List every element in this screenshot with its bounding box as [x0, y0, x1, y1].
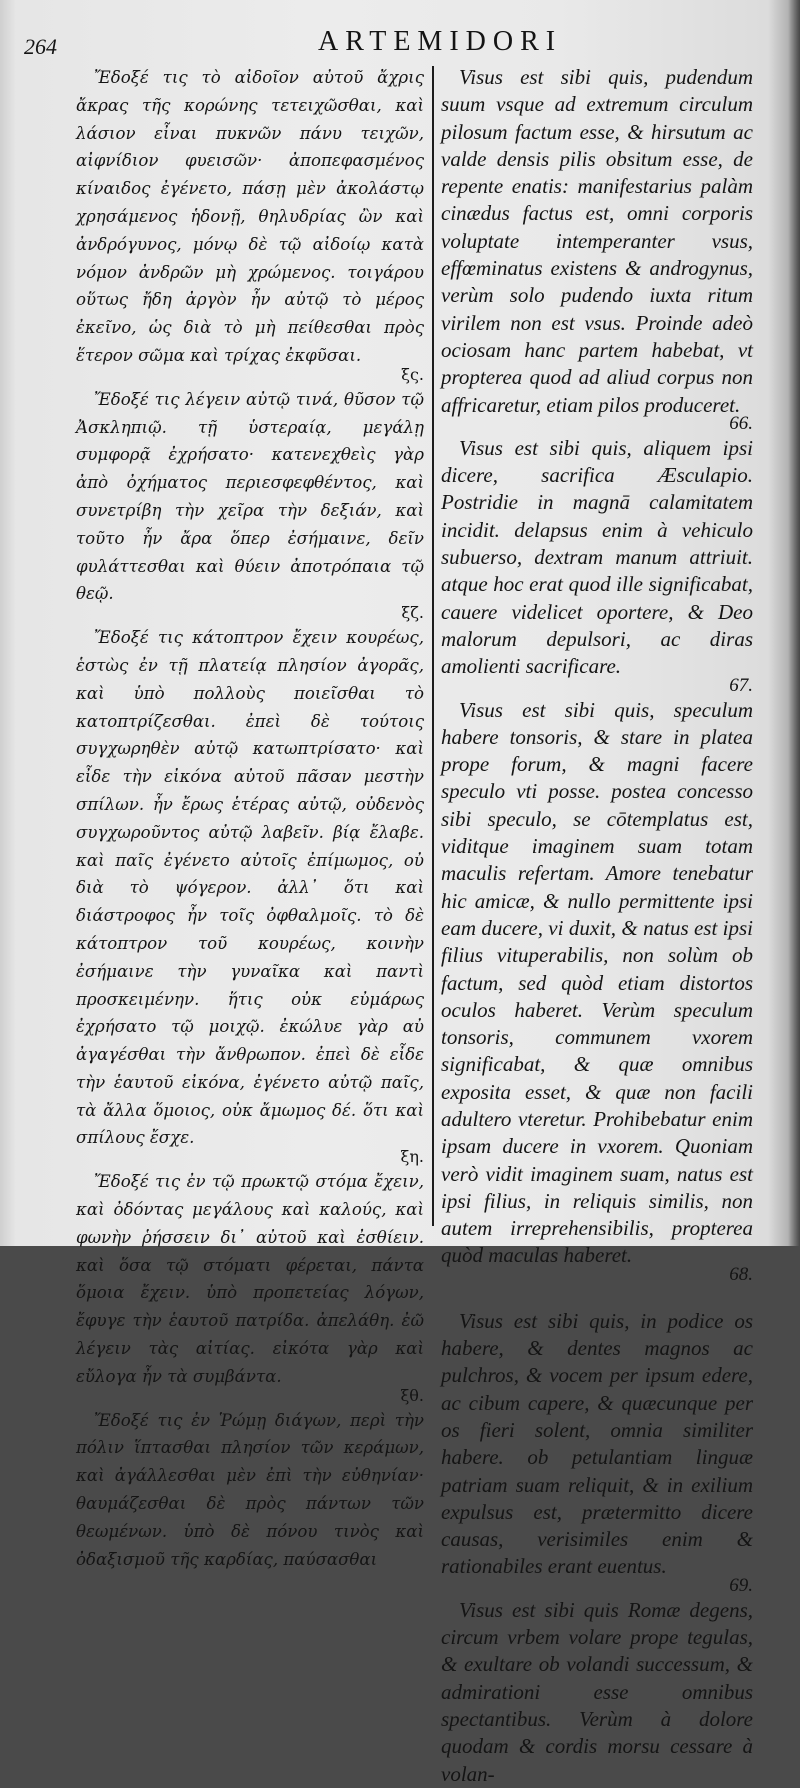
column-divider: [432, 66, 434, 1226]
greek-paragraph-1: [76, 64, 424, 386]
latin-marker-1: 66.: [729, 412, 753, 434]
greek-text-5: Ἔδοξέ τις ἐν Ῥώμῃ διάγων, περὶ τὴν πόλιν ἵπτασθαι πλησίον τῶν κεράμων, καὶ ἀγάλλεσθαι μὲν ἐπὶ τὴν εὐθηνίαν· θαυμάζεσθαι δὲ πρὸς πάντων τῶν θεωμένων. ὑπὸ δὲ πόνου τινὸς καὶ ὀδαξισμοῦ τῆς καρδίας, παύσασθαι: [76, 1410, 424, 1569]
page-edge-shadow: [788, 0, 800, 1246]
latin-text-5: Visus est sibi quis Romæ degens, circum vrbem volare prope tegulas, & exultare ob volandi successum, & admirationi esse omnibus spectantibus. Verùm à dolore quodam & cordis morsu cessare à volan-: [441, 1597, 753, 1786]
page-number: 264: [24, 34, 57, 59]
greek-marker-4: ξθ.: [400, 1385, 424, 1405]
greek-text-3: Ἔδοξέ τις κάτοπτρον ἔχειν κουρέως, ἑστὼς ἐν τῇ πλατείᾳ πλησίον ἀγορᾶς, καὶ ὑπὸ πολλοὺς ποιεῖσθαι τὸ κατοπτρίζεσθαι. ἐπεὶ δὲ τούτοις συγχωρηθὲν αὐτῷ κατωπτρίσατο· καὶ εἶδε τὴν εἰκόνα αὐτοῦ πᾶσαν μεστὴν σπίλων. ἦν ἔρως ἑτέρας αὐτῷ, οὐδενὸς συγχωροῦντος αὐτῷ λαβεῖν. βίᾳ ἔλαβε. καὶ παῖς ἐγένετο αὐτοῖς ἐπίμωμος, οὐ διὰ τὸ ψόγερον. ἀλλ᾽ ὅτι καὶ διάστροφος ἦν τοῖς ὀφθαλμοῖς. τὸ δὲ κάτοπτρον τοῦ κουρέως, κοινὴν ἐσήμαινε τὴν γυναῖκα καὶ παντὶ προσκειμένην. ἥτις οὐκ εὐμάρως ἐχρήσατο τῷ μοιχῷ. ἐκώλυε γὰρ αὐ ἀγαγέσθαι τὴν ἄνθρωπον. ἐπεὶ δὲ εἶδε τὴν ἑαυτοῦ εἰκόνα, ἐγένετο αὐτῷ παῖς, τὰ ἄλλα ὅμοιος, οὐκ ἄμωμος δέ. ὅτι καὶ σπίλους ἔσχε.: [76, 628, 424, 1148]
latin-column: [441, 64, 753, 1788]
latin-text-4: Visus est sibi quis, in podice os habere, & dentes magnos ac pulchros, & vocem per ipsum edere, ac cibum capere, & quæcunque per os fieri solent, omnia similiter habere. ob petulantiam linguæ patriam suam reliquit, & in exilium expulsus est, prætermitto dicere causas, verisimiles enim & rationabiles erant euentus.: [441, 1308, 753, 1579]
greek-paragraph-2: [76, 386, 424, 624]
greek-column: [76, 64, 424, 1573]
greek-paragraph-3: [76, 624, 424, 1168]
latin-marker-2: 67.: [729, 674, 753, 696]
latin-marker-4: 69.: [729, 1574, 753, 1596]
greek-paragraph-5: [76, 1407, 424, 1574]
latin-text-1: Visus est sibi quis, pudendum suum vsque ad extremum circulum pilosum factum esse, & hirsutum ac valde densis pilis obsitum esse, de repente enatis: manifestarius palàm cinædus factus est, omni corporis voluptate intemperanter vsus, effœminatus existens & androgynus, verùm solo pudendo iuxta ritum virilem non est vsus. Proinde adeò ociosam hanc partem habebat, vt propterea quod ad aliud corpus non affricaretur, etiam pilos produceret.: [441, 65, 753, 417]
latin-paragraph-4: [441, 1308, 753, 1597]
latin-text-3: Visus est sibi quis, speculum habere tonsoris, & stare in platea prope forum, & magni facere speculo vti posse. postea concesso sibi speculo, se cōtemplatus est, viditque imaginem suam totam maculis refertam. Amore tenebatur hic amicæ, & nullo permittente ipsi eam ducere, vi duxit, & natus est ipsi filius vituperabilis, non solùm ob factum, sed quòd etiam distortos oculos haberet. Verùm speculum tonsoris, communem vxorem significabat, & quæ omnibus exposita esset, & quæ non facili adultero vteretur. Prohibebatur enim ipsam ducere in vxorem. Quoniam verò vidit imaginem suam, natus est ipsi filius, in reliquis similis, non autem irreprehensibilis, propterea quòd maculas haberet.: [441, 697, 753, 1268]
greek-text-2: Ἔδοξέ τις λέγειν αὐτῷ τινά, θῦσον τῷ Ἀσκληπιῷ. τῇ ὑστεραίᾳ, μεγάλῃ συμφορᾷ ἐχρήσατο· κατενεχθεὶς γὰρ ἀπὸ ὀχήματος περιεσφεφθέντος, καὶ συνετρίβη τὴν χεῖρα τὴν δεξιάν, καὶ τοῦτο ἦν ἄρα ὅπερ ἐσήμαινε, δεῖν φυλάττεσθαι καὶ θύειν ἀποτρόπαια τῷ θεῷ.: [76, 389, 424, 604]
greek-marker-3: ξη.: [400, 1147, 424, 1167]
greek-text-4: Ἔδοξέ τις ἐν τῷ πρωκτῷ στόμα ἔχειν, καὶ ὀδόντας μεγάλους καὶ καλούς, καὶ φωνὴν ῥήσσειν δι᾽ αὐτοῦ καὶ ἐσθίειν. καὶ ὅσα τῷ στόματι φέρεται, πάντα ὅμοια ἔχειν. ὑπὸ προπετείας λόγων, ἔφυγε τὴν ἑαυτοῦ πατρίδα. ἀπελάθη. ἐῶ λέγειν τὰς αἰτίας. εἰκότα γὰρ καὶ εὔλογα ἦν τὰ συμβάντα.: [76, 1172, 424, 1386]
latin-paragraph-2: [441, 435, 753, 697]
latin-marker-3: 68.: [729, 1263, 753, 1285]
latin-paragraph-1: [441, 64, 753, 435]
latin-paragraph-5: [441, 1597, 753, 1788]
latin-paragraph-3: [441, 697, 753, 1286]
greek-marker-1: ξς.: [401, 364, 424, 384]
greek-marker-2: ξζ.: [401, 603, 424, 623]
paragraph-gap: [441, 1286, 753, 1308]
greek-text-1: Ἔδοξέ τις τὸ αἰδοῖον αὐτοῦ ἄχρις ἄκρας τῆς κορώνης τετειχῶσθαι, καὶ λάσιον εἶναι πυκνῶν πάνυ τειχῶν, αἰφνίδιον φυεισῶν· ἀποπεφασμένος κίναιδος ἐγένετο, πάσῃ μὲν ἀκολάστῳ χρησάμενος ἡδονῇ, θηλυδρίας ὢν καὶ ἀνδρόγυνος, μόνῳ δὲ τῷ αἰδοίῳ κατὰ νόμον ἀνδρῶν μὴ χρώμενος. τοιγάρου οὕτως ἤδη ἀργὸν ἦν αὐτῷ τὸ μέρος ἐκεῖνο, ὡς διὰ τὸ μὴ πείθεσθαι πρὸς ἕτερον σῶμα καὶ τρίχας ἐκφῦσαι.: [76, 68, 424, 365]
greek-paragraph-4: [76, 1168, 424, 1406]
latin-text-2: Visus est sibi quis, aliquem ipsi dicere, sacrifica Æsculapio. Postridie in magnā calamitatem incidit. delapsus enim à vehiculo subuerso, dextram manum attriuit. atque hoc erat quod ille significabat, cauere videlicet oportere, & Deo malorum depulsori, ac diras amolienti sacrificare.: [441, 435, 753, 679]
running-head: ARTEMIDORI: [318, 26, 563, 57]
